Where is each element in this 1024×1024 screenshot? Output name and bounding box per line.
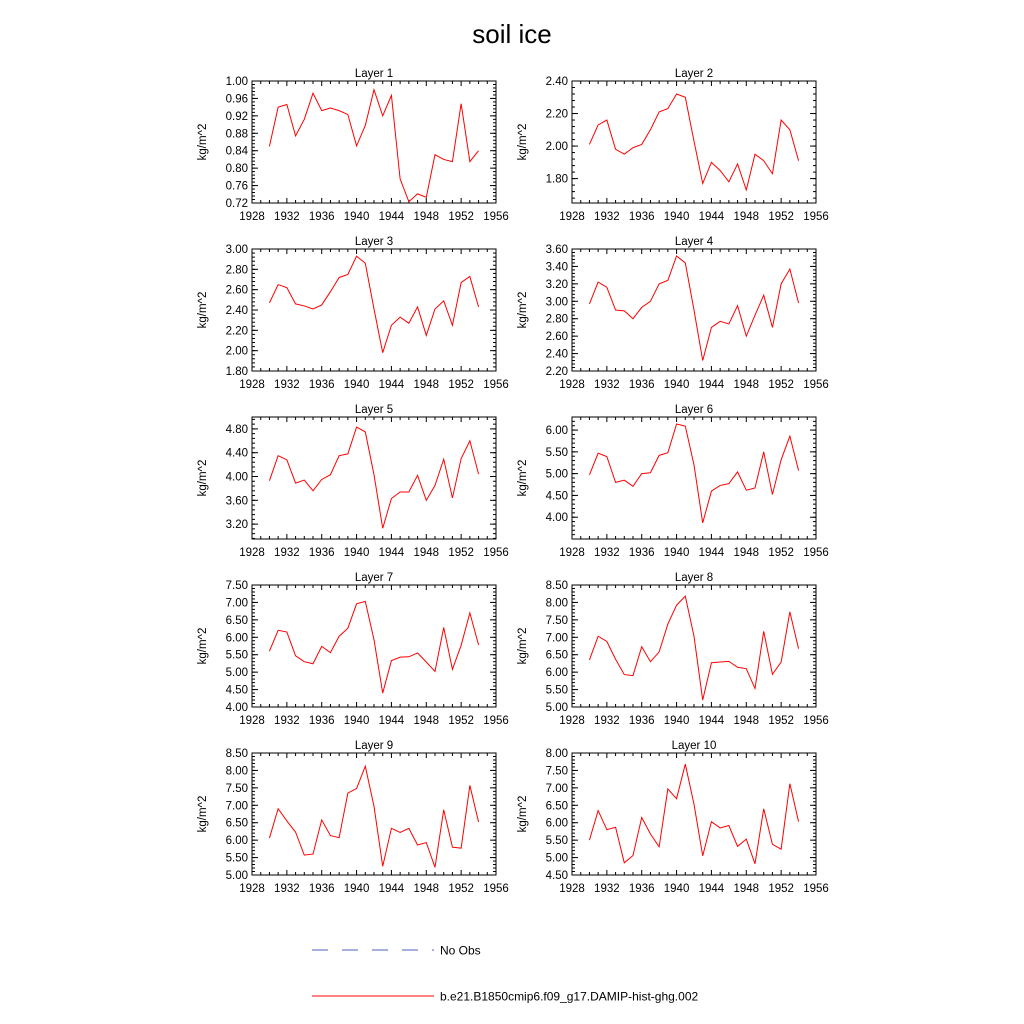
- y-tick-label: 2.20: [545, 108, 568, 121]
- x-tick-label: 1940: [663, 883, 690, 895]
- x-tick-label: 1928: [559, 379, 585, 391]
- x-tick-label: 1932: [274, 211, 300, 223]
- series-line: [589, 596, 798, 700]
- x-tick-label: 1956: [803, 715, 829, 727]
- y-axis-label: kg/m^2: [197, 627, 209, 665]
- y-tick-label: 0.84: [225, 145, 248, 158]
- x-tick-label: 1936: [308, 379, 335, 391]
- panel-layer-3: [197, 236, 509, 391]
- x-tick-label: 1952: [448, 547, 474, 559]
- x-tick-label: 1956: [803, 883, 829, 895]
- x-tick-label: 1932: [594, 211, 620, 223]
- plot-frame: [252, 753, 496, 875]
- y-tick-label: 0.80: [225, 163, 248, 176]
- y-tick-label: 2.40: [545, 76, 568, 88]
- y-tick-label: 2.20: [545, 366, 568, 378]
- y-tick-label: 6.00: [545, 667, 568, 680]
- y-axis-label: kg/m^2: [197, 123, 209, 161]
- x-tick-label: 1932: [594, 547, 620, 559]
- y-tick-label: 5.00: [545, 702, 568, 714]
- x-tick-label: 1936: [308, 211, 335, 223]
- x-tick-label: 1936: [308, 547, 335, 559]
- x-tick-label: 1928: [239, 715, 265, 727]
- series-line: [269, 256, 478, 353]
- y-tick-label: 3.00: [225, 244, 248, 256]
- panel-title: Layer 3: [354, 236, 394, 248]
- x-tick-label: 1948: [733, 715, 760, 727]
- x-tick-label: 1940: [663, 715, 690, 727]
- panels: [197, 68, 829, 895]
- x-tick-label: 1936: [308, 715, 335, 727]
- y-tick-label: 2.80: [225, 264, 248, 277]
- y-tick-label: 4.40: [225, 447, 248, 460]
- y-tick-label: 8.00: [545, 597, 568, 610]
- x-tick-label: 1952: [768, 379, 794, 391]
- y-tick-label: 7.50: [545, 614, 568, 627]
- y-tick-label: 2.40: [545, 348, 568, 361]
- y-tick-label: 4.00: [225, 471, 248, 484]
- x-tick-label: 1940: [663, 211, 690, 223]
- panel-title: Layer 8: [674, 572, 714, 584]
- y-tick-label: 5.50: [225, 649, 248, 662]
- y-tick-label: 5.00: [545, 852, 568, 865]
- x-tick-label: 1940: [343, 883, 370, 895]
- x-tick-label: 1944: [698, 883, 725, 895]
- y-axis-label: kg/m^2: [197, 459, 209, 497]
- panel-title: Layer 4: [674, 236, 714, 248]
- y-tick-label: 6.00: [545, 817, 568, 830]
- x-tick-label: 1952: [448, 379, 474, 391]
- y-tick-label: 6.50: [225, 817, 248, 830]
- y-tick-label: 0.76: [225, 180, 248, 193]
- x-tick-label: 1928: [559, 883, 585, 895]
- x-tick-label: 1956: [483, 379, 509, 391]
- x-tick-label: 1928: [239, 379, 265, 391]
- y-tick-label: 2.60: [545, 331, 568, 344]
- x-tick-label: 1940: [663, 547, 690, 559]
- x-tick-label: 1944: [378, 883, 405, 895]
- panel-layer-10: [517, 740, 829, 895]
- x-tick-label: 1956: [483, 547, 509, 559]
- y-axis-label: kg/m^2: [517, 795, 529, 833]
- x-tick-label: 1948: [413, 211, 440, 223]
- plot-frame: [572, 753, 816, 875]
- x-tick-label: 1940: [663, 379, 690, 391]
- y-tick-label: 2.60: [225, 284, 248, 297]
- y-tick-label: 7.00: [545, 632, 568, 645]
- y-tick-label: 7.50: [225, 580, 248, 592]
- x-tick-label: 1952: [448, 715, 474, 727]
- x-tick-label: 1936: [628, 883, 655, 895]
- panel-layer-1: [197, 68, 509, 223]
- legend-no-obs-label: No Obs: [440, 943, 481, 958]
- panel-title: Layer 9: [354, 740, 394, 752]
- plot-frame: [572, 417, 816, 539]
- y-axis-label: kg/m^2: [517, 627, 529, 665]
- y-tick-label: 5.50: [545, 446, 568, 459]
- y-tick-label: 2.20: [225, 325, 248, 338]
- y-axis-label: kg/m^2: [517, 459, 529, 497]
- y-tick-label: 2.40: [225, 305, 248, 317]
- y-tick-label: 8.50: [545, 580, 568, 592]
- x-tick-label: 1940: [343, 379, 370, 391]
- y-tick-label: 7.00: [225, 800, 248, 813]
- y-tick-label: 1.80: [545, 173, 568, 186]
- x-tick-label: 1956: [483, 715, 509, 727]
- x-tick-label: 1936: [308, 883, 335, 895]
- panel-layer-6: [517, 404, 829, 559]
- y-tick-label: 0.96: [225, 93, 248, 106]
- panel-title: Layer 7: [354, 572, 394, 584]
- x-tick-label: 1928: [559, 211, 585, 223]
- x-tick-label: 1948: [733, 211, 760, 223]
- series-line: [269, 90, 478, 202]
- legend: [312, 944, 698, 1004]
- panel-layer-7: [197, 572, 509, 727]
- x-tick-label: 1956: [803, 379, 829, 391]
- x-tick-label: 1948: [733, 883, 760, 895]
- x-tick-label: 1928: [239, 211, 265, 223]
- y-tick-label: 4.50: [545, 870, 568, 882]
- y-tick-label: 4.50: [225, 684, 248, 697]
- y-tick-label: 5.00: [225, 870, 248, 882]
- x-tick-label: 1948: [413, 883, 440, 895]
- x-tick-label: 1936: [628, 379, 655, 391]
- y-tick-label: 0.72: [225, 198, 248, 210]
- series-line: [589, 256, 798, 361]
- y-tick-label: 7.50: [545, 765, 568, 778]
- y-tick-label: 7.00: [545, 782, 568, 795]
- x-tick-label: 1948: [413, 379, 440, 391]
- x-tick-label: 1956: [483, 883, 509, 895]
- x-tick-label: 1944: [698, 715, 725, 727]
- panel-layer-8: [517, 572, 829, 727]
- x-tick-label: 1956: [483, 211, 509, 223]
- y-tick-label: 6.50: [225, 614, 248, 627]
- x-tick-label: 1932: [274, 379, 300, 391]
- y-axis-label: kg/m^2: [197, 291, 209, 329]
- panel-layer-9: [197, 740, 509, 895]
- x-tick-label: 1936: [628, 211, 655, 223]
- y-tick-label: 1.00: [225, 76, 248, 88]
- y-tick-label: 0.92: [225, 110, 248, 123]
- legend-series-label: b.e21.B1850cmip6.f09_g17.DAMIP-hist-ghg.002: [440, 989, 699, 1004]
- y-tick-label: 5.00: [225, 667, 248, 680]
- y-tick-label: 3.20: [545, 278, 568, 291]
- x-tick-label: 1936: [628, 715, 655, 727]
- y-tick-label: 4.00: [545, 512, 568, 525]
- plot-frame: [252, 585, 496, 707]
- y-tick-label: 8.50: [225, 748, 248, 760]
- x-tick-label: 1944: [378, 547, 405, 559]
- y-tick-label: 3.20: [225, 519, 248, 532]
- y-tick-label: 6.50: [545, 800, 568, 813]
- y-axis-label: kg/m^2: [517, 123, 529, 161]
- y-tick-label: 8.00: [225, 765, 248, 778]
- x-tick-label: 1952: [448, 211, 474, 223]
- y-tick-label: 4.50: [545, 490, 568, 503]
- y-tick-label: 3.00: [545, 296, 568, 309]
- x-tick-label: 1940: [343, 547, 370, 559]
- x-tick-label: 1928: [239, 547, 265, 559]
- x-tick-label: 1948: [413, 547, 440, 559]
- x-tick-label: 1932: [594, 883, 620, 895]
- plot-frame: [252, 417, 496, 539]
- x-tick-label: 1928: [559, 715, 585, 727]
- x-tick-label: 1952: [768, 211, 794, 223]
- y-tick-label: 3.60: [545, 244, 568, 256]
- x-tick-label: 1932: [594, 379, 620, 391]
- x-tick-label: 1932: [274, 883, 300, 895]
- y-tick-label: 5.50: [225, 852, 248, 865]
- y-tick-label: 3.60: [225, 495, 248, 508]
- x-tick-label: 1932: [274, 547, 300, 559]
- y-tick-label: 6.00: [225, 835, 248, 848]
- y-axis-label: kg/m^2: [197, 795, 209, 833]
- y-tick-label: 5.50: [545, 835, 568, 848]
- y-tick-label: 4.00: [225, 702, 248, 714]
- plot-frame: [252, 81, 496, 203]
- y-tick-label: 8.00: [545, 748, 568, 760]
- x-tick-label: 1948: [733, 547, 760, 559]
- x-tick-label: 1928: [559, 547, 585, 559]
- x-tick-label: 1944: [378, 379, 405, 391]
- x-tick-label: 1928: [239, 883, 265, 895]
- x-tick-label: 1952: [768, 547, 794, 559]
- panel-layer-4: [517, 236, 829, 391]
- x-tick-label: 1944: [378, 715, 405, 727]
- x-tick-label: 1956: [803, 547, 829, 559]
- series-line: [269, 766, 478, 867]
- x-tick-label: 1932: [274, 715, 300, 727]
- series-line: [589, 424, 798, 523]
- panel-title: Layer 10: [671, 740, 717, 752]
- x-tick-label: 1944: [698, 211, 725, 223]
- panel-title: Layer 5: [354, 404, 394, 416]
- series-line: [269, 427, 478, 528]
- y-tick-label: 6.00: [225, 632, 248, 645]
- x-tick-label: 1952: [448, 883, 474, 895]
- panel-title: Layer 1: [354, 68, 394, 80]
- figure-title: soil ice: [472, 19, 552, 49]
- x-tick-label: 1948: [413, 715, 440, 727]
- panel-layer-5: [197, 404, 509, 559]
- y-tick-label: 7.50: [225, 782, 248, 795]
- x-tick-label: 1932: [594, 715, 620, 727]
- y-tick-label: 1.80: [225, 366, 248, 378]
- y-tick-label: 6.50: [545, 649, 568, 662]
- y-tick-label: 2.00: [225, 345, 248, 358]
- x-tick-label: 1956: [803, 211, 829, 223]
- y-tick-label: 5.00: [545, 468, 568, 481]
- panel-layer-2: [517, 68, 829, 223]
- y-tick-label: 5.50: [545, 684, 568, 697]
- x-tick-label: 1952: [768, 715, 794, 727]
- y-axis-label: kg/m^2: [517, 291, 529, 329]
- panel-title: Layer 2: [674, 68, 714, 80]
- x-tick-label: 1952: [768, 883, 794, 895]
- y-tick-label: 4.80: [225, 423, 248, 436]
- y-tick-label: 2.80: [545, 313, 568, 326]
- x-tick-label: 1936: [628, 547, 655, 559]
- x-tick-label: 1944: [378, 211, 405, 223]
- series-line: [589, 94, 798, 190]
- y-tick-label: 6.00: [545, 425, 568, 438]
- x-tick-label: 1948: [733, 379, 760, 391]
- x-tick-label: 1940: [343, 715, 370, 727]
- x-tick-label: 1944: [698, 547, 725, 559]
- y-tick-label: 7.00: [225, 597, 248, 610]
- series-line: [269, 601, 478, 693]
- y-tick-label: 3.40: [545, 261, 568, 274]
- x-tick-label: 1940: [343, 211, 370, 223]
- x-tick-label: 1944: [698, 379, 725, 391]
- y-tick-label: 2.00: [545, 141, 568, 154]
- series-line: [589, 764, 798, 864]
- y-tick-label: 0.88: [225, 128, 248, 141]
- panel-title: Layer 6: [674, 404, 714, 416]
